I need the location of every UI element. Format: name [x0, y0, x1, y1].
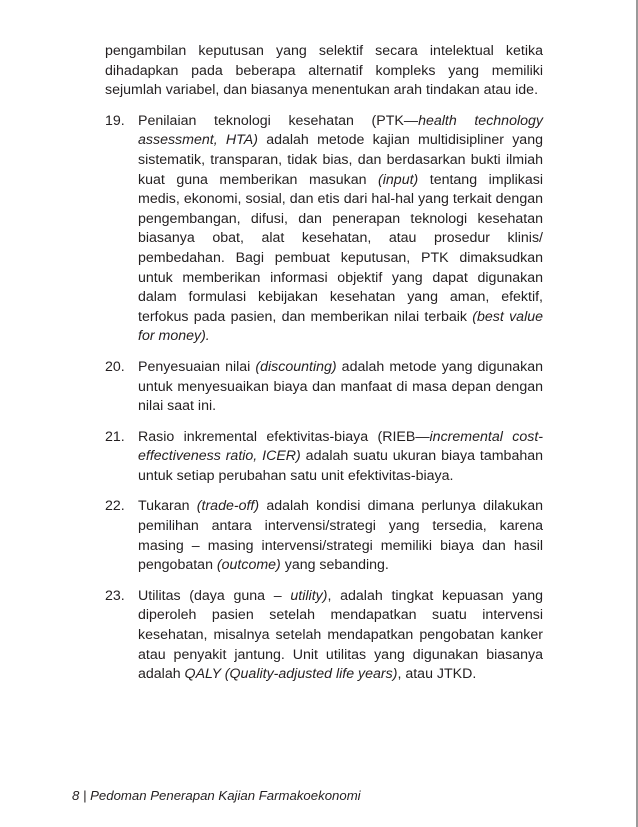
item-term: (best value for money).: [138, 308, 543, 345]
item-term: health technology assessment, HTA): [138, 112, 543, 149]
item-text: , adalah tingkat kepuasan yang diperoleh pasien setelah mendapatkan suatu intervensi kesehatan, misalnya setelah mendapatkan pengobatan kanker atau penyakit jantung. Unit utilitas yang digunakan biasanya adalah: [138, 587, 543, 683]
item-text: Penyesuaian nilai: [138, 358, 256, 375]
list-item-21: [105, 428, 543, 487]
item-text: Penilaian teknologi kesehatan (PTK—: [138, 112, 419, 129]
continued-paragraph: pengambilan keputusan yang selektif secara intelektual ketika dihadapkan pada beberapa alternatif kompleks yang memiliki sejumlah variabel, dan biasanya menentukan arah tindakan atau ide.: [105, 43, 543, 99]
item-term: utility): [290, 587, 328, 604]
item-text: Utilitas (daya guna –: [138, 587, 291, 604]
item-term: (discounting): [255, 358, 337, 375]
page-number: 8: [72, 788, 80, 803]
item-number: 22.: [105, 498, 125, 515]
item-text: Tukaran: [138, 498, 197, 515]
list-item-20: [105, 358, 543, 417]
item-term: incremental cost-effectiveness ratio, ICER): [138, 428, 543, 465]
item-text: Rasio inkremental efektivitas-biaya (RIEB—: [138, 428, 430, 445]
list-item-19: [105, 112, 543, 347]
item-text: adalah metode yang digunakan untuk menyesuaikan biaya dan manfaat di masa depan dengan nilai saat ini.: [138, 358, 544, 415]
document-body: [105, 42, 543, 685]
item-text: , atau JTKD.: [397, 666, 477, 683]
item-number: 20.: [105, 358, 125, 375]
item-term: QALY (Quality-adjusted life years): [184, 666, 398, 683]
item-number: 19.: [105, 112, 125, 129]
item-number: 23.: [105, 587, 125, 604]
item-term: (outcome): [216, 557, 281, 574]
footer-separator: |: [79, 788, 91, 803]
list-item-22: [105, 497, 543, 575]
item-text: adalah suatu ukuran biaya tambahan untuk setiap perubahan satu unit efektivitas-biaya.: [138, 448, 543, 484]
item-text: yang sebanding.: [280, 557, 389, 574]
item-term: (trade-off): [196, 498, 260, 515]
item-text: tentang implikasi medis, ekonomi, sosial, dan etis dari hal-hal yang terkait dengan pengembangan, difusi, dan penerapan teknologi kesehatan biasanya obat, alat kesehatan, atau prosedur klinis/ pembedahan. Bagi pembuat keputusan, PTK dimaksudkan untuk memberikan informasi objektif yang dapat digunakan dalam formulasi kebijakan kesehatan yang aman, efektif, terfokus pada pasien, dan memberikan nilai terbaik: [138, 171, 543, 325]
page-footer: [72, 788, 361, 803]
item-text: adalah kondisi dimana perlunya dilakukan pemilihan antara intervensi/strategi yang tersedia, karena masing – masing intervensi/strategi memiliki biaya dan hasil pengobatan: [138, 498, 544, 574]
list-item-23: [105, 587, 543, 685]
item-number: 21.: [105, 428, 125, 445]
item-term: (input): [378, 171, 419, 188]
footer-title: Pedoman Penerapan Kajian Farmakoekonomi: [90, 788, 361, 803]
item-text: adalah metode kajian multidisipliner yang sistematik, transparan, tidak bias, dan berdasarkan bukti ilmiah kuat guna memberikan masukan: [138, 132, 543, 188]
